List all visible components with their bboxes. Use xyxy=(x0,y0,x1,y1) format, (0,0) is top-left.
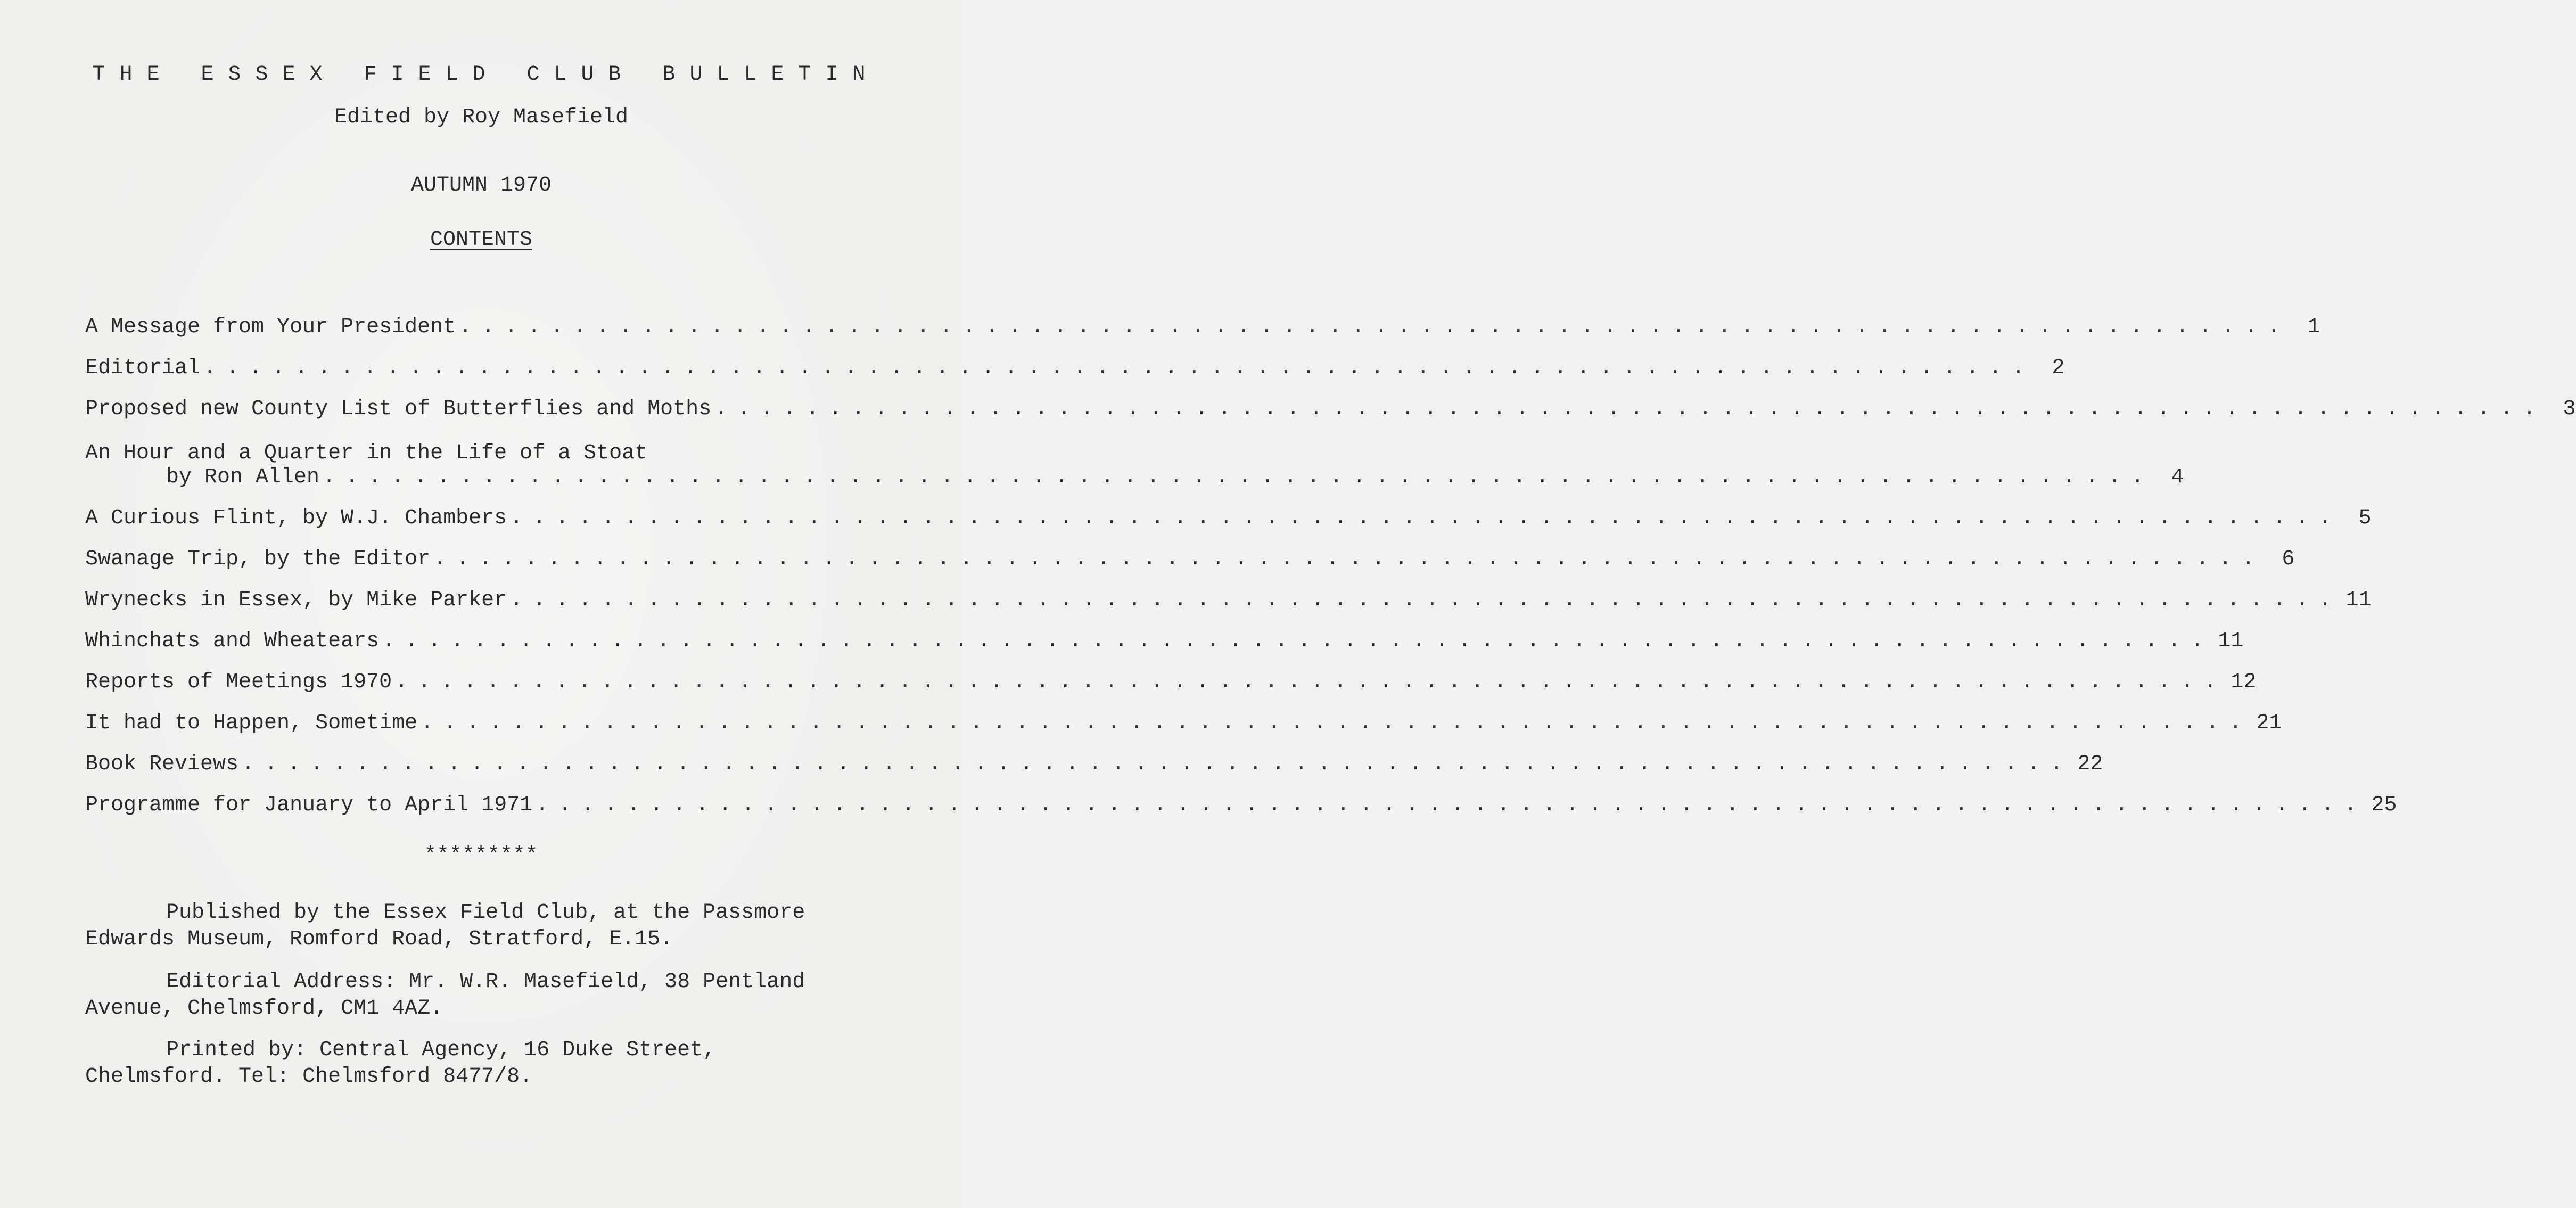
toc-page-number: 3 xyxy=(2563,397,2576,421)
toc-entry-line2 xyxy=(85,465,2184,489)
toc-entry-title: Swanage Trip, by the Editor xyxy=(85,547,431,571)
toc-entry xyxy=(85,653,2257,694)
toc-entry-title: Programme for January to April 1971 xyxy=(85,793,533,817)
contents-heading xyxy=(0,228,962,252)
toc-page-number: 12 xyxy=(2231,670,2257,694)
dot-leader: ................................................................................ xyxy=(421,711,2252,735)
toc-page-number: 2 xyxy=(2052,356,2065,380)
section-divider: ********* xyxy=(424,843,539,866)
toc-entry-title: Editorial xyxy=(85,356,201,380)
toc-entry xyxy=(85,339,2065,380)
toc-entry xyxy=(85,530,2295,571)
editor-line: Edited by Roy Masefield xyxy=(334,105,629,129)
toc-page-number: 22 xyxy=(2077,752,2103,776)
dot-leader: ................................................................................ xyxy=(433,547,2265,571)
toc-page-number: 25 xyxy=(2371,793,2397,817)
toc-entry-title: Book Reviews xyxy=(85,752,239,776)
publisher-note: Published by the Essex Field Club, at the Passmore Edwards Museum, Romford Road, Stratford, E.15. xyxy=(85,901,805,951)
toc-entry-title: An Hour and a Quarter in the Life of a Stoat xyxy=(85,441,648,465)
toc-entry xyxy=(85,694,2282,735)
editorial-address: Editorial Address: Mr. W.R. Masefield, 38 Pentland Avenue, Chelmsford, CM1 4AZ. xyxy=(85,970,805,1021)
toc-page-number: 6 xyxy=(2282,547,2295,571)
dot-leader: ................................................................................ xyxy=(395,670,2227,694)
toc-entry-title: Whinchats and Wheatears xyxy=(85,629,380,653)
toc-entry-title: Wrynecks in Essex, by Mike Parker xyxy=(85,588,507,612)
toc-entry xyxy=(85,776,2397,817)
toc-entry xyxy=(85,735,2103,776)
toc-entry xyxy=(85,612,2244,653)
toc-page-number: 1 xyxy=(2307,315,2320,339)
dot-leader: ................................................................................ xyxy=(714,397,2546,421)
contents-heading-text: CONTENTS xyxy=(430,228,533,252)
dot-leader: ................................................................................ xyxy=(323,465,2154,489)
toc-page-number: 4 xyxy=(2171,465,2184,489)
toc-page-number: 11 xyxy=(2345,588,2372,612)
dot-leader: ................................................................................ xyxy=(242,752,2073,776)
dot-leader: ................................................................................ xyxy=(536,793,2367,817)
toc-page-number: 11 xyxy=(2218,629,2244,653)
toc-entry-title: A Curious Flint, by W.J. Chambers xyxy=(85,506,507,530)
toc-page-number: 5 xyxy=(2358,506,2372,530)
toc-entry-title: Proposed new County List of Butterflies and Moths xyxy=(85,397,712,421)
issue-date: AUTUMN 1970 xyxy=(410,174,552,198)
toc-entry-title: A Message from Your President xyxy=(85,315,456,339)
bulletin-title: THE ESSEX FIELD CLUB BULLETIN xyxy=(92,63,880,87)
table-of-contents xyxy=(85,298,2576,817)
dot-leader: ................................................................................ xyxy=(459,315,2291,339)
toc-entry-author: by Ron Allen xyxy=(166,465,320,489)
toc-entry xyxy=(85,380,2576,421)
toc-entry-title: Reports of Meetings 1970 xyxy=(85,670,392,694)
toc-entry xyxy=(85,421,2184,489)
toc-page-number: 21 xyxy=(2256,711,2282,735)
dot-leader: ................................................................................ xyxy=(203,356,2035,380)
toc-entry xyxy=(85,298,2320,339)
toc-entry xyxy=(85,571,2372,612)
dot-leader: ................................................................................ xyxy=(382,629,2214,653)
printer-note: Printed by: Central Agency, 16 Duke Street, Chelmsford. Tel: Chelmsford 8477/8. xyxy=(85,1038,716,1089)
toc-entry-title: It had to Happen, Sometime xyxy=(85,711,418,735)
toc-entry xyxy=(85,489,2372,530)
dot-leader: ................................................................................ xyxy=(510,588,2342,612)
dot-leader: ................................................................................ xyxy=(510,506,2342,530)
